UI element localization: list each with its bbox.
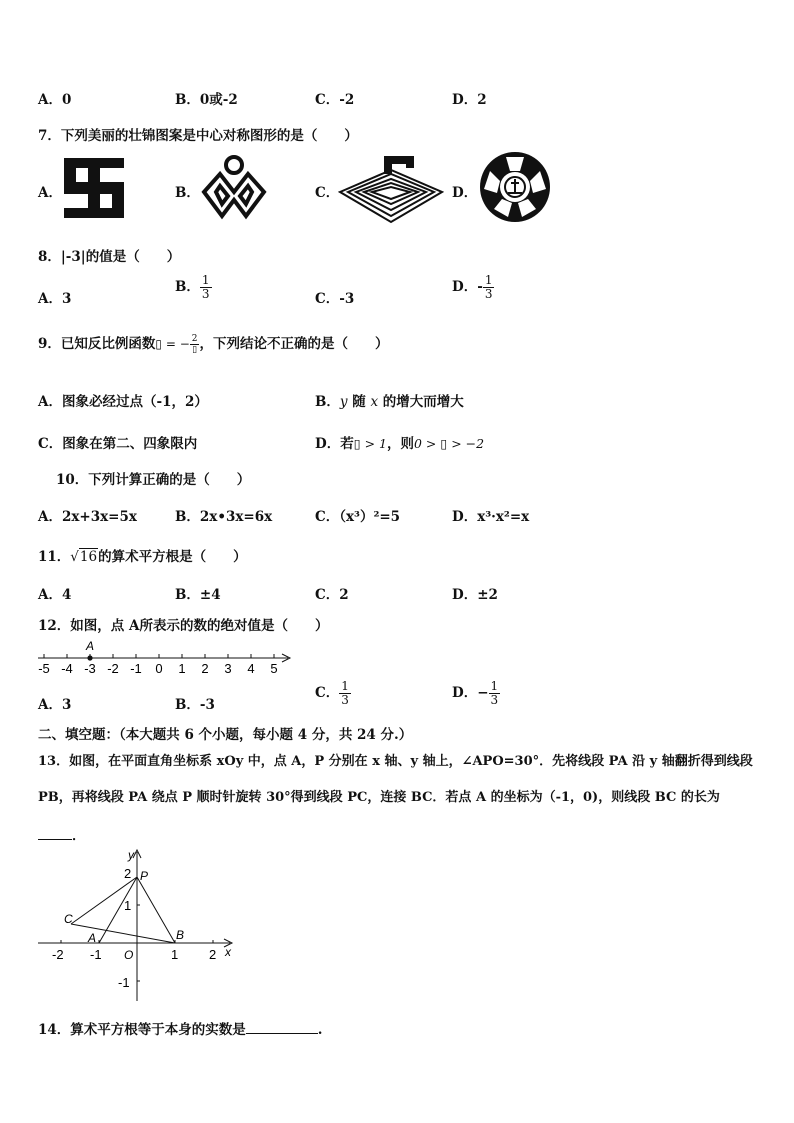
q7-label-c: C． bbox=[315, 185, 340, 201]
number-line-tick-label: 1 bbox=[178, 661, 186, 676]
figure-y-axis-label: y bbox=[128, 848, 134, 862]
q14-stem: 14．算术平方根等于本身的实数是 . bbox=[38, 1022, 323, 1038]
figure-x-tick-label: 2 bbox=[209, 947, 217, 962]
figure-x-tick-label: -2 bbox=[52, 947, 64, 962]
q13-answer-line: ． bbox=[38, 824, 86, 844]
q9-stem: 9．已知反比例函数▯ = − $\frac{2}{▯}$ ，下列结论不正确的是（ ） bbox=[38, 334, 389, 355]
q12-stem: 12．如图，点 A所表示的数的绝对值是（ ） bbox=[38, 618, 329, 634]
q11-option-a: A．4 bbox=[38, 587, 72, 603]
q7-label-d: D． bbox=[452, 185, 478, 201]
q11-stem: 11．√16的算术平方根是（ ） bbox=[38, 549, 247, 565]
number-line-point-label: A bbox=[86, 639, 95, 653]
q8-option-a: A．3 bbox=[38, 291, 72, 307]
figure-point-c-label: C bbox=[64, 912, 73, 926]
number-line-tick-label: 4 bbox=[247, 661, 255, 676]
segment-bc bbox=[71, 924, 175, 943]
q13-line-2: PB，再将线段 PA 绕点 P 顺时针旋转 30°得到线段 PC，连接 BC．若点 A 的坐标为（-1，0)，则线段 BC 的长为 bbox=[38, 790, 720, 805]
q7-label-b: B． bbox=[175, 185, 200, 201]
q9-option-c: C．图象在第二、四象限内 bbox=[38, 436, 198, 452]
number-line bbox=[30, 636, 300, 680]
number-line-tick-label: -2 bbox=[107, 661, 119, 676]
segment-pb bbox=[137, 877, 175, 943]
number-line-tick-label: 0 bbox=[155, 661, 163, 676]
figure-x-tick-label: -1 bbox=[90, 947, 102, 962]
number-line-tick-label: 2 bbox=[201, 661, 209, 676]
figure-origin-label: O bbox=[124, 948, 134, 962]
q10-option-c: C．（x³）²=5 bbox=[315, 509, 401, 525]
q11-option-b: B．±4 bbox=[175, 587, 221, 603]
figure-x-tick-label: 1 bbox=[171, 947, 179, 962]
segment-pa bbox=[99, 877, 137, 943]
q14-answer-blank[interactable] bbox=[246, 1033, 318, 1034]
q9-option-a: A．图象必经过点（-1，2） bbox=[38, 394, 208, 410]
q7-stem: 7．下列美丽的壮锦图案是中心对称图形的是（ ） bbox=[38, 128, 358, 144]
number-line-tick-label: 5 bbox=[270, 661, 278, 676]
q13-answer-blank[interactable] bbox=[38, 839, 72, 840]
q7-label-a: A． bbox=[38, 185, 62, 201]
number-line-tick-label: -5 bbox=[38, 661, 50, 676]
q8-option-d: D．- $\frac{1}{3}$ bbox=[452, 273, 493, 301]
q6-option-d: D．2 bbox=[452, 92, 487, 108]
q11-option-c: C．2 bbox=[315, 587, 349, 603]
pattern-a-swastika-icon bbox=[62, 156, 126, 220]
q10-option-a: A．2x+3x=5x bbox=[38, 509, 137, 525]
q11-option-d: D．±2 bbox=[452, 587, 498, 603]
figure-y-tick-label: 2 bbox=[124, 866, 132, 881]
number-line-tick-label: -4 bbox=[61, 661, 73, 676]
q12-option-b: B．-3 bbox=[175, 697, 215, 713]
figure-point-a-label: A bbox=[88, 931, 97, 945]
q9-option-b: B．y 随 x 的增大而增大 bbox=[315, 394, 464, 410]
figure-point-p-label: P bbox=[140, 869, 149, 883]
pattern-d-round-icon bbox=[478, 151, 552, 223]
q6-option-c: C．-2 bbox=[315, 92, 355, 108]
q12-option-c: C． $\frac{1}{3}$ bbox=[315, 679, 349, 707]
figure-y-tick-label: -1 bbox=[118, 975, 130, 990]
figure-point-b-label: B bbox=[176, 928, 185, 942]
section-2-heading: 二、填空题：（本大题共 6 个小题，每小题 4 分，共 24 分.） bbox=[38, 727, 413, 743]
number-line-tick-label: -1 bbox=[130, 661, 142, 676]
q10-option-d: D．x³·x²=x bbox=[452, 509, 530, 525]
q13-coordinate-figure bbox=[34, 846, 238, 1004]
sqrt-symbol: √ bbox=[70, 549, 79, 565]
q12-option-d: D．− $\frac{1}{3}$ bbox=[452, 679, 499, 707]
number-line-tick-label: -3 bbox=[84, 661, 96, 676]
q8-stem: 8．|-3|的值是（ ） bbox=[38, 249, 181, 265]
q10-stem: 10．下列计算正确的是（ ） bbox=[56, 472, 251, 488]
pattern-b-diamond-icon bbox=[198, 154, 270, 222]
figure-x-axis-label: x bbox=[225, 945, 231, 959]
q12-option-a: A．3 bbox=[38, 697, 72, 713]
q6-option-a: A．0 bbox=[38, 92, 72, 108]
figure-y-tick-label: 1 bbox=[124, 898, 132, 913]
sqrt-radicand: 16 bbox=[79, 549, 98, 565]
q8-option-b: B． $\frac{1}{3}$ bbox=[175, 273, 210, 301]
q9-option-d: D．若▯ > 1，则0 > ▯ > −2 bbox=[315, 436, 485, 452]
pattern-c-bird-icon bbox=[338, 152, 444, 226]
q13-line-1: 13．如图，在平面直角坐标系 xOy 中，点 A，P 分别在 x 轴、y 轴上，∠APO=30°．先将线段 PA 沿 y 轴翻折得到线段 bbox=[38, 754, 753, 769]
q8-option-c: C．-3 bbox=[315, 291, 355, 307]
number-line-tick-label: 3 bbox=[224, 661, 232, 676]
number-line-point-a bbox=[87, 655, 92, 660]
q6-option-b: B．0或-2 bbox=[175, 92, 238, 108]
q10-option-b: B．2x•3x=6x bbox=[175, 509, 273, 525]
